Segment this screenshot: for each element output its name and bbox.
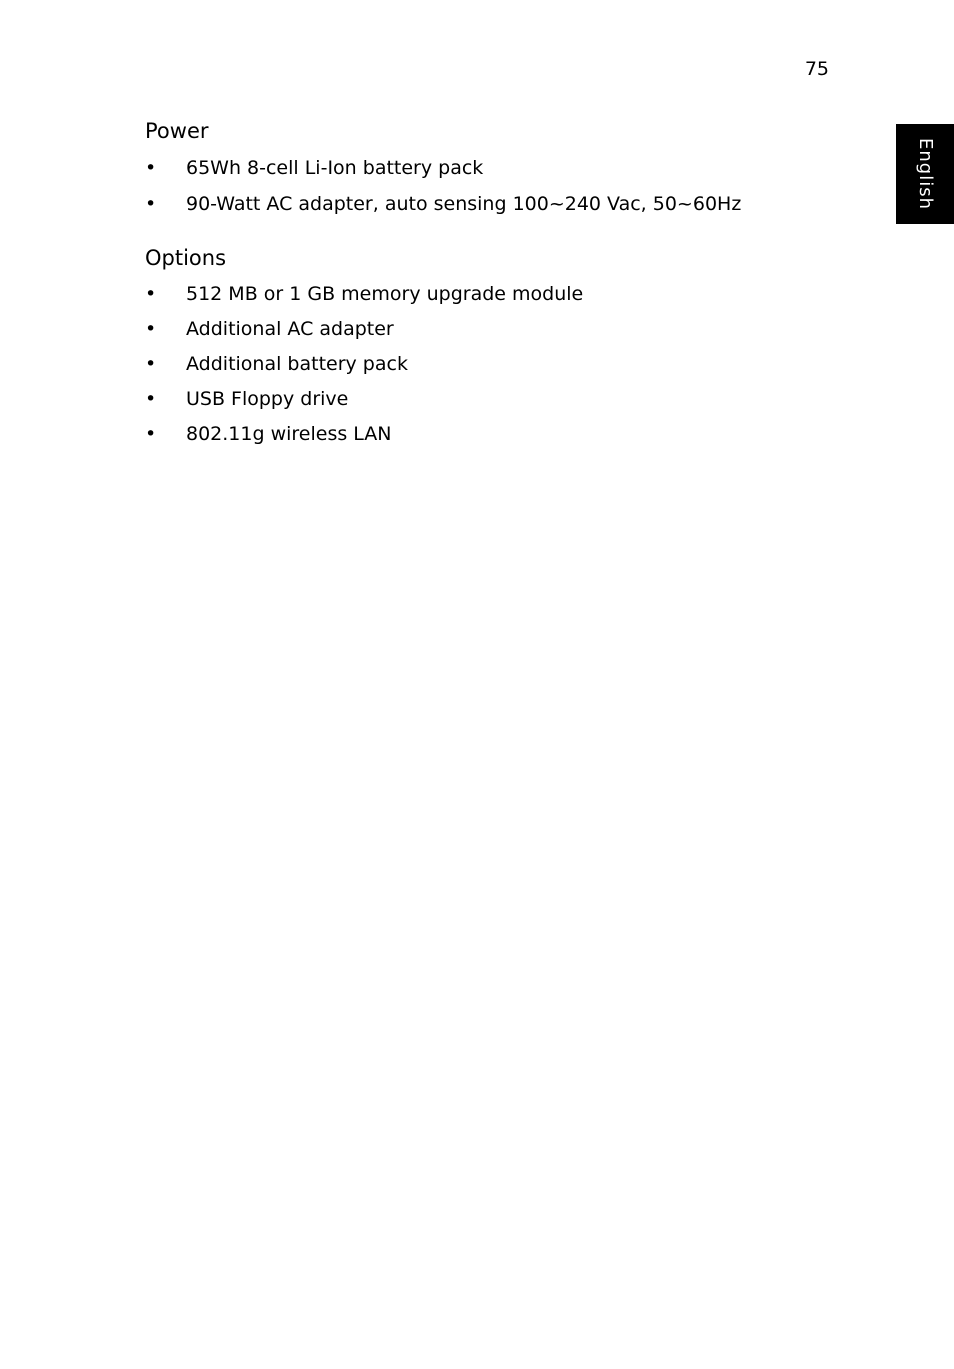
list-item-text: 90-Watt AC adapter, auto sensing 100~240 Vac, 50~60Hz bbox=[186, 193, 742, 215]
options-heading: Options bbox=[145, 246, 227, 270]
list-item-text: Additional battery pack bbox=[186, 353, 408, 375]
options-section bbox=[145, 244, 865, 456]
language-tab bbox=[896, 124, 954, 224]
options-list bbox=[145, 281, 865, 447]
list-item bbox=[145, 386, 865, 412]
list-item bbox=[145, 155, 865, 181]
bullet-icon: • bbox=[145, 283, 157, 305]
list-item-text: Additional AC adapter bbox=[186, 318, 394, 340]
list-item bbox=[145, 351, 865, 377]
page-number: 75 bbox=[804, 58, 829, 80]
bullet-icon: • bbox=[145, 318, 157, 340]
list-item-text: USB Floppy drive bbox=[186, 388, 349, 410]
power-heading: Power bbox=[145, 119, 209, 143]
list-item bbox=[145, 316, 865, 342]
language-tab-label: English bbox=[915, 138, 936, 210]
bullet-icon: • bbox=[145, 423, 157, 445]
list-item bbox=[145, 421, 865, 447]
power-section bbox=[145, 117, 865, 227]
bullet-icon: • bbox=[145, 353, 157, 375]
bullet-icon: • bbox=[145, 388, 157, 410]
list-item bbox=[145, 191, 865, 217]
list-item bbox=[145, 281, 865, 307]
list-item-text: 802.11g wireless LAN bbox=[186, 423, 392, 445]
list-item-text: 65Wh 8-cell Li-Ion battery pack bbox=[186, 157, 484, 179]
power-list bbox=[145, 155, 865, 217]
bullet-icon: • bbox=[145, 157, 157, 179]
bullet-icon: • bbox=[145, 193, 157, 215]
list-item-text: 512 MB or 1 GB memory upgrade module bbox=[186, 283, 584, 305]
